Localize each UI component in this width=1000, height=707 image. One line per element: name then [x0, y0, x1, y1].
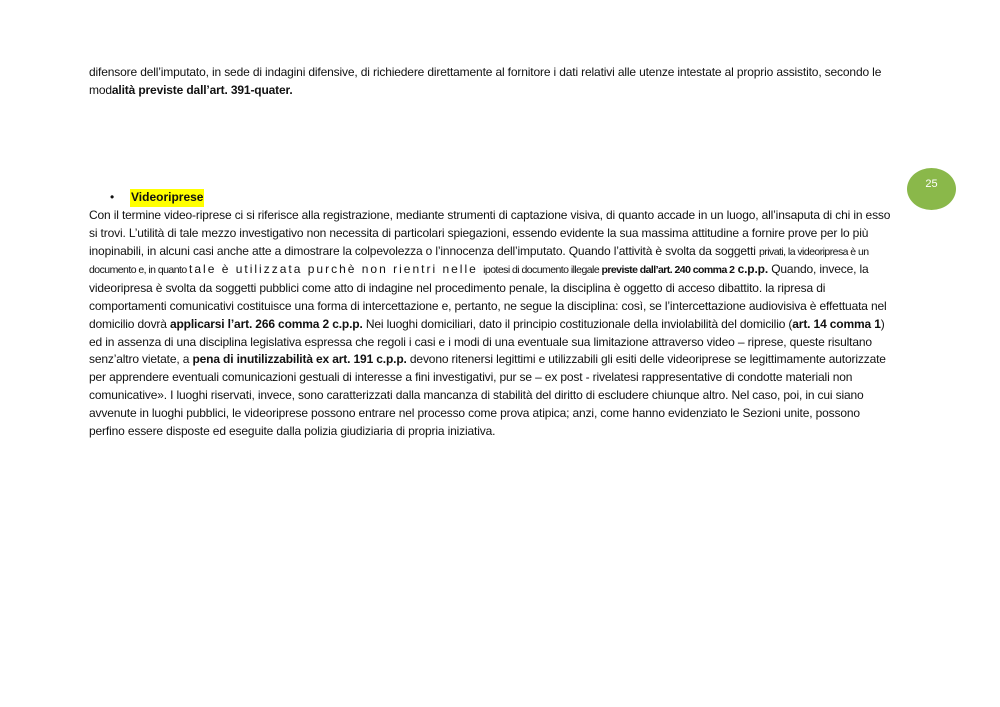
- page-number: 25: [925, 178, 938, 190]
- main-bold-4: art. 14 comma 1: [792, 316, 881, 331]
- top-paragraph-bold: alità previste dall’art. 391-quater.: [111, 82, 293, 97]
- main-text-5: Quando, invece, la videoripresa è svolta da soggetti pubblici come atto di indagine nel procedimento penale, la disciplina è oggetto di acceso dibattito. la ripresa di comportamenti comunicativi costituisce una forma di intercettazione e, pertanto, ne segue la disciplina: così, se l’intercettazione audiovisiva è effettuata nel domicilio dovrà: [89, 262, 887, 331]
- top-paragraph: [89, 64, 895, 100]
- main-text-3: tale è utilizzata purchè non rientri nelle: [189, 262, 484, 277]
- section-heading: [110, 189, 204, 207]
- main-bold-3: applicarsi l’art. 266 comma 2 c.p.p.: [169, 316, 363, 331]
- main-paragraph: [89, 207, 895, 440]
- main-text-8: devono ritenersi legittimi e utilizzabili gli esiti delle videoriprese se legittimamente autorizzate per apprendere eventuali comunicazioni gestuali di interesse a fini investigativi, pur se – ex post - rivelatesi rappresentative di condotte materiali non comunicative». I luoghi riservati, invece, sono caratterizzati dalla mancanza di stabilità del diritto di escludere chiunque altro. Nel caso, poi, in cui siano avvenute in luoghi pubblici, le videoriprese possono entrare nel processo come prova atipica; anzi, come hanno evidenziato le Sezioni unite, possono perfino essere disposte ed eseguite dalla polizia giudiziaria di propria iniziativa.: [89, 352, 886, 438]
- main-text-6: Nei luoghi domiciliari, dato il principio costituzionale della inviolabilità del domicilio (: [362, 316, 793, 331]
- page-number-badge: [907, 168, 956, 210]
- main-bold-1: previste dall’art. 240 comma 2: [601, 264, 735, 277]
- main-text-1: Con il termine video-riprese ci si riferisce alla registrazione, mediante strumenti di captazione visiva, di quanto accade in un luogo, all’insaputa di chi in esso si trovi. L’utilità di tale mezzo investigativo non necessita di particolari spiegazioni, essendo evidente la sua massima attitudine a fornire prove per lo più inopinabili, in alcuni casi anche atte a dimostrare la colpevolezza o l’innocenza dell’imputato. Quando l’attività è svolta da soggetti: [89, 208, 891, 258]
- section-title: Videoriprese: [130, 189, 204, 207]
- top-paragraph-text: difensore dell’imputato, in sede di indagini difensive, di richiedere direttamente al fornitore i dati relativi alle utenze intestate al proprio assistito, secondo le mod: [89, 65, 882, 97]
- bullet-icon: •: [110, 190, 115, 204]
- main-bold-5: pena di inutilizzabilità ex art. 191 c.p.p.: [192, 352, 407, 367]
- main-text-4: ipotesi di documento illegale: [483, 264, 602, 277]
- main-text-2: privati, la videoripresa è un documento e, in quanto: [89, 245, 869, 277]
- main-text-7: ) ed in assenza di una disciplina legislativa espressa che regoli i casi e i modi di una eventuale sua limitazione attraverso video – riprese, queste risultano senz’altro vietate, a: [89, 316, 885, 367]
- main-bold-2: c.p.p.: [734, 262, 769, 277]
